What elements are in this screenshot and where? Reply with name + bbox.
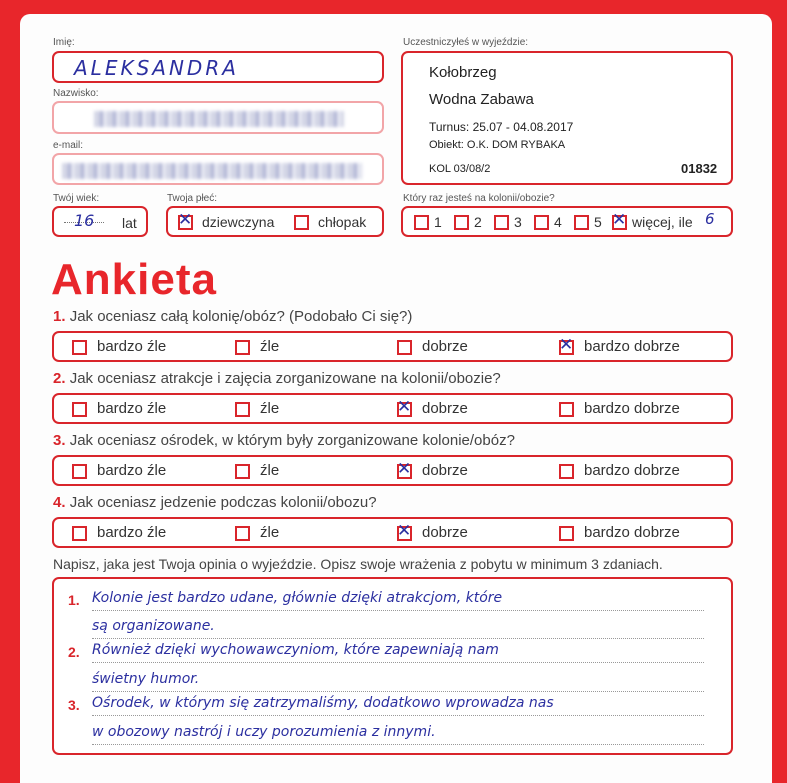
times-3-checkbox[interactable] <box>494 215 509 230</box>
redacted-surname <box>94 111 344 127</box>
writing-line <box>92 638 704 639</box>
times-more-label: więcej, ile <box>632 214 693 230</box>
q1-option-4-label: bardzo dobrze <box>584 338 680 355</box>
gender-field <box>166 206 384 237</box>
q2-option-3-checkbox[interactable] <box>397 397 412 417</box>
q2-option-1-label: bardzo źle <box>97 400 167 417</box>
times-more-value: 6 <box>705 210 715 228</box>
opinion-line-5: Ośrodek, w którym się zatrzymaliśmy, dodatkowo wprowadza nas <box>92 695 554 711</box>
question-number: 1. <box>53 308 66 325</box>
gender-girl-checkbox[interactable] <box>178 210 193 230</box>
q4-option-2-label: źle <box>260 524 280 541</box>
writing-line <box>92 691 704 692</box>
check-mark-icon: ✕ <box>397 459 412 479</box>
q3-option-4-label: bardzo dobrze <box>584 462 680 479</box>
age-field[interactable] <box>52 206 148 237</box>
opinion-line-4: świetny humor. <box>92 671 200 687</box>
q4-option-3-checkbox[interactable] <box>397 521 412 541</box>
q2-option-2-label: źle <box>260 400 280 417</box>
question-4-answers <box>52 517 733 548</box>
age-unit: lat <box>122 215 137 231</box>
opinion-line-3: Również dzięki wychowawczyniom, które zapewniają nam <box>92 642 499 658</box>
question-number: 4. <box>53 494 66 511</box>
times-5-checkbox[interactable] <box>574 215 589 230</box>
gender-label: Twoja płeć: <box>167 193 218 204</box>
camp-turnus: Turnus: 25.07 - 04.08.2017 <box>429 120 574 134</box>
opinion-number-1: 1. <box>68 592 80 608</box>
camp-code: KOL 03/08/2 <box>429 163 491 175</box>
q1-option-2-label: źle <box>260 338 280 355</box>
question-text: Jak oceniasz ośrodek, w którym były zorganizowane kolonie/obóz? <box>69 432 515 449</box>
opinion-line-1: Kolonie jest bardzo udane, głównie dzięki atrakcjom, które <box>92 590 503 606</box>
q3-option-4-checkbox[interactable] <box>559 464 574 479</box>
email-field[interactable] <box>52 153 384 185</box>
q4-option-3-label: dobrze <box>422 524 468 541</box>
q3-option-2-checkbox[interactable] <box>235 464 250 479</box>
q1-option-3-checkbox[interactable] <box>397 340 412 355</box>
times-label: Który raz jesteś na kolonii/obozie? <box>403 193 555 204</box>
question-text: Jak oceniasz całą kolonię/obóz? (Podobało Ci się?) <box>69 308 413 325</box>
q2-option-4-label: bardzo dobrze <box>584 400 680 417</box>
times-2-label: 2 <box>474 214 482 230</box>
q4-option-2-checkbox[interactable] <box>235 526 250 541</box>
q4-option-1-label: bardzo źle <box>97 524 167 541</box>
q3-option-1-label: bardzo źle <box>97 462 167 479</box>
surname-label: Nazwisko: <box>53 88 99 99</box>
q1-option-4-checkbox[interactable] <box>559 335 574 355</box>
check-mark-icon: ✕ <box>397 397 412 417</box>
writing-line <box>92 744 704 745</box>
camp-label: Uczestniczyłeś w wyjeździe: <box>403 37 529 48</box>
check-mark-icon: ✕ <box>559 335 574 355</box>
times-4-label: 4 <box>554 214 562 230</box>
question-2-answers <box>52 393 733 424</box>
survey-title: Ankieta <box>51 255 217 304</box>
question-number: 2. <box>53 370 66 387</box>
camp-city: Kołobrzeg <box>429 64 497 81</box>
opinion-line-2: są organizowane. <box>92 618 215 634</box>
camp-obiekt: Obiekt: O.K. DOM RYBAKA <box>429 139 566 151</box>
email-label: e-mail: <box>53 140 84 151</box>
camp-info-box <box>401 51 733 185</box>
q4-option-4-checkbox[interactable] <box>559 526 574 541</box>
times-5-label: 5 <box>594 214 602 230</box>
gender-boy-label: chłopak <box>318 214 367 230</box>
camp-program: Wodna Zabawa <box>429 91 534 108</box>
check-mark-icon: ✕ <box>612 210 627 230</box>
question-text: Jak oceniasz atrakcje i zajęcia zorganizowane na kolonii/obozie? <box>69 370 501 387</box>
gender-girl-label: dziewczyna <box>202 214 275 230</box>
age-label: Twój wiek: <box>53 193 100 204</box>
times-more-checkbox[interactable] <box>612 210 627 230</box>
q1-option-3-label: dobrze <box>422 338 468 355</box>
writing-line <box>92 610 704 611</box>
opinion-line-6: w obozowy nastrój i uczy porozumienia z innymi. <box>92 724 436 740</box>
name-field[interactable] <box>52 51 384 83</box>
question-3 <box>53 432 515 449</box>
q3-option-3-label: dobrze <box>422 462 468 479</box>
question-1 <box>53 308 412 325</box>
q1-option-1-label: bardzo źle <box>97 338 167 355</box>
opinion-number-3: 3. <box>68 697 80 713</box>
question-number: 3. <box>53 432 66 449</box>
question-text: Jak oceniasz jedzenie podczas kolonii/obozu? <box>69 494 377 511</box>
times-1-label: 1 <box>434 214 442 230</box>
check-mark-icon: ✕ <box>397 521 412 541</box>
times-2-checkbox[interactable] <box>454 215 469 230</box>
q1-option-2-checkbox[interactable] <box>235 340 250 355</box>
times-field <box>401 206 733 237</box>
q4-option-1-checkbox[interactable] <box>72 526 87 541</box>
times-1-checkbox[interactable] <box>414 215 429 230</box>
q3-option-2-label: źle <box>260 462 280 479</box>
q2-option-3-label: dobrze <box>422 400 468 417</box>
gender-boy-checkbox[interactable] <box>294 215 309 230</box>
check-mark-icon: ✕ <box>178 210 193 230</box>
surname-field[interactable] <box>52 101 384 134</box>
question-3-answers <box>52 455 733 486</box>
q2-option-4-checkbox[interactable] <box>559 402 574 417</box>
q2-option-2-checkbox[interactable] <box>235 402 250 417</box>
q1-option-1-checkbox[interactable] <box>72 340 87 355</box>
times-3-label: 3 <box>514 214 522 230</box>
writing-line <box>92 715 704 716</box>
question-2 <box>53 370 501 387</box>
question-4 <box>53 494 377 511</box>
opinion-prompt: Napisz, jaka jest Twoja opinia o wyjeździe. Opisz swoje wrażenia z pobytu w minimum 3 zdaniach. <box>53 556 663 572</box>
age-value: 16 <box>74 211 95 230</box>
q4-option-4-label: bardzo dobrze <box>584 524 680 541</box>
q3-option-1-checkbox[interactable] <box>72 464 87 479</box>
q2-option-1-checkbox[interactable] <box>72 402 87 417</box>
times-4-checkbox[interactable] <box>534 215 549 230</box>
writing-line <box>92 662 704 663</box>
q3-option-3-checkbox[interactable] <box>397 459 412 479</box>
name-label: Imię: <box>53 37 75 48</box>
name-value: ALEKSANDRA <box>74 56 239 80</box>
redacted-email <box>62 163 362 179</box>
question-1-answers <box>52 331 733 362</box>
opinion-number-2: 2. <box>68 644 80 660</box>
camp-number: 01832 <box>681 161 718 176</box>
